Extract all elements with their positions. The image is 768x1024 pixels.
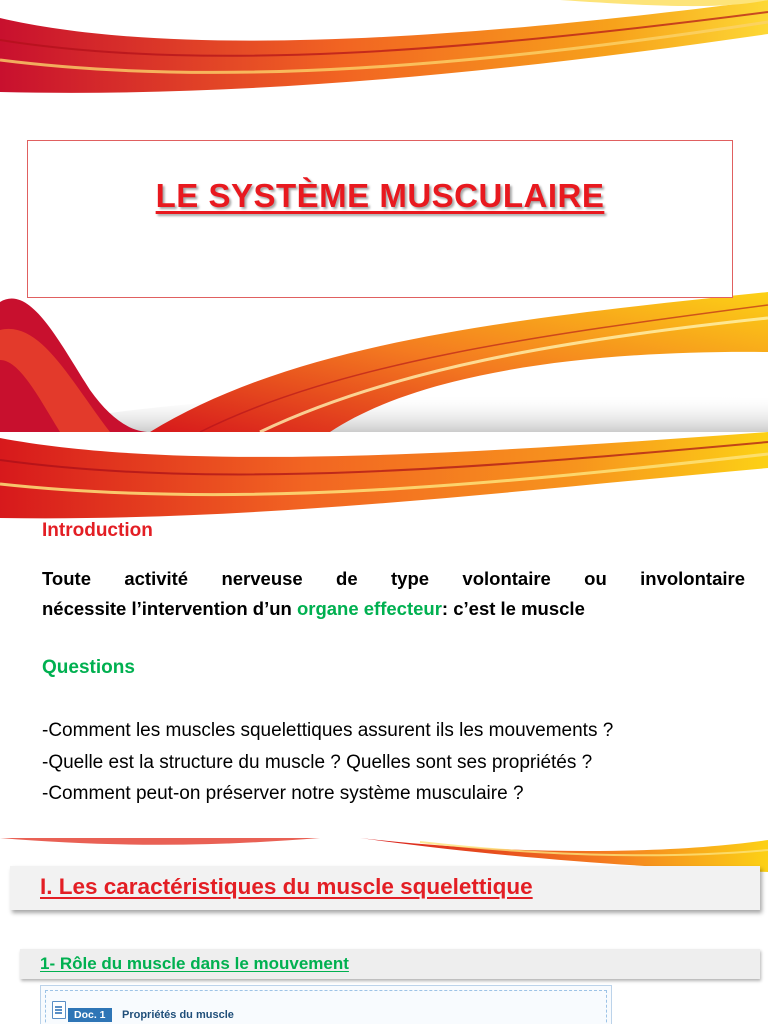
section-title: I. Les caractéristiques du muscle squelettique (40, 874, 533, 899)
paragraph-text: : c’est le muscle (441, 598, 585, 619)
paragraph-text: nécessite l’intervention d’un (42, 598, 297, 619)
slide-title (0, 0, 768, 432)
questions-heading: Questions (42, 657, 135, 678)
question-item: -Comment peut-on préserver notre système musculaire ? (42, 783, 524, 804)
document-figure (40, 985, 612, 1024)
subsection-banner (20, 949, 760, 979)
paragraph-line: Toute activité nerveuse de type volontaire ou involontaire (42, 568, 745, 589)
question-item: -Comment les muscles squelettiques assurent ils les mouvements ? (42, 720, 614, 741)
document-frame (45, 990, 607, 1024)
section-banner (10, 866, 760, 910)
questions-list (42, 715, 752, 810)
title-box (27, 140, 733, 298)
doc-label: Doc. 1 (68, 1008, 112, 1022)
highlight-term: organe effecteur (296, 598, 442, 619)
introduction-paragraph (42, 564, 745, 624)
paragraph-line (42, 594, 745, 624)
swoosh-decoration (0, 432, 768, 532)
question-item: -Quelle est la structure du muscle ? Quelles sont ses propriétés ? (42, 751, 593, 773)
introduction-heading: Introduction (42, 520, 153, 541)
document-icon (52, 1001, 66, 1019)
doc-title: Propriétés du muscle (122, 1009, 234, 1021)
subsection-title: 1- Rôle du muscle dans le mouvement (40, 954, 349, 973)
slide-title-text: LE SYSTÈME MUSCULAIRE (155, 177, 605, 214)
slide-section (0, 838, 768, 1024)
slide-introduction (0, 432, 768, 838)
